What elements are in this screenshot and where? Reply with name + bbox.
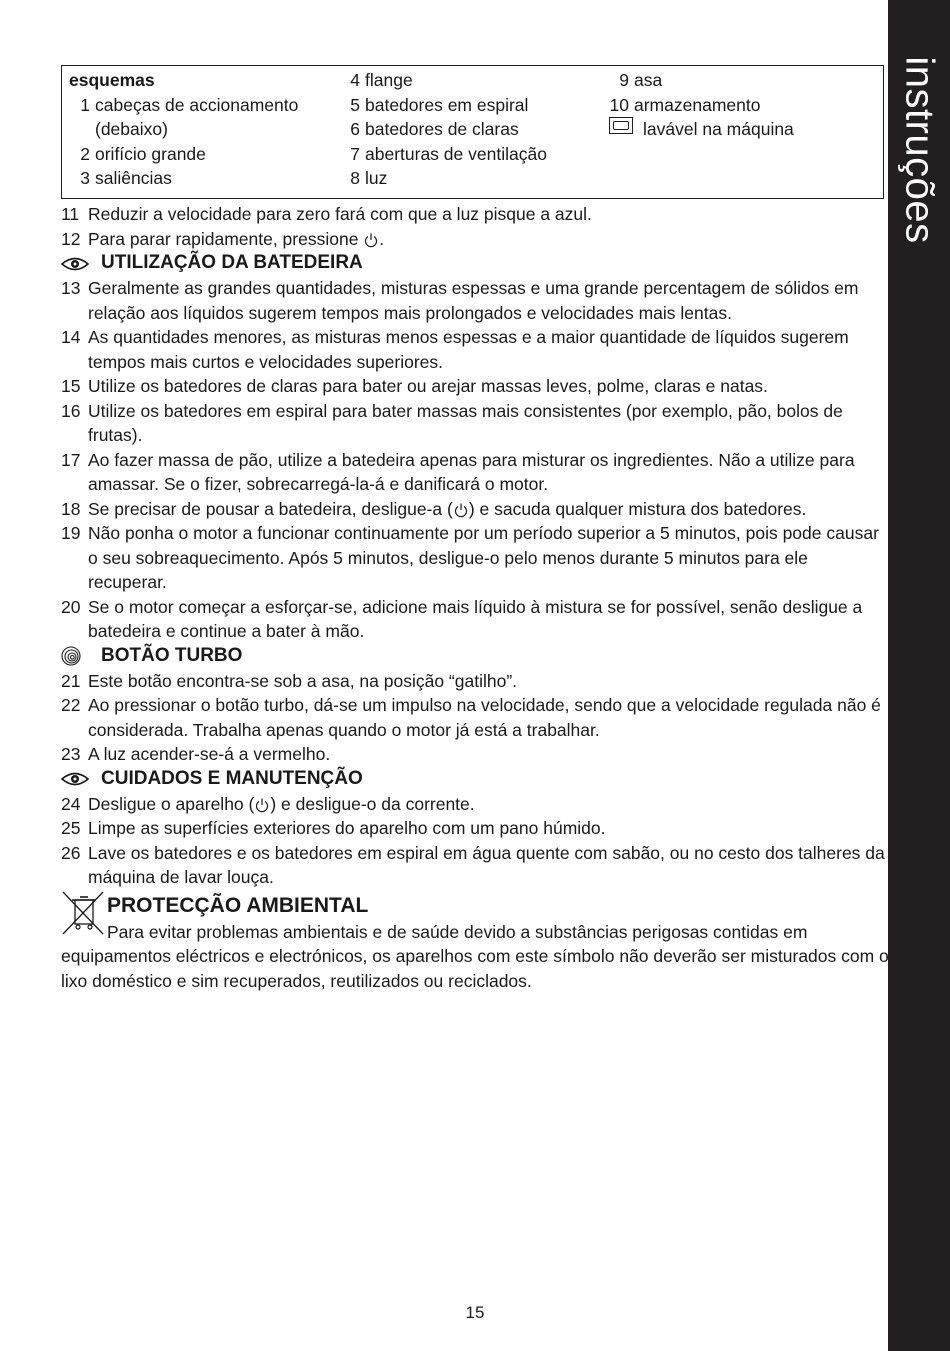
legend-item: 9 asa (619, 70, 663, 90)
legend-box (61, 65, 884, 199)
legend-item: 6 batedores de claras (350, 119, 519, 139)
list-item: 25 Limpe as superfícies exteriores do aparelho com um pano húmido. (61, 818, 606, 838)
power-icon (454, 502, 468, 518)
eye-icon (61, 771, 89, 787)
list-item: 20 Se o motor começar a esforçar-se, adicione mais líquido à mistura se for possível, senão desligue a batedeira e continue a bater à mão. (61, 596, 863, 641)
legend-item: 4 flange (350, 70, 413, 90)
list-item: 22 Ao pressionar o botão turbo, dá-se um impulso na velocidade, sendo que a velocidade regulada não é considerada. Trabalha apenas quando o motor já está a trabalhar. (61, 695, 881, 740)
list-item: 12 Para parar rapidamente, pressione . (61, 228, 385, 249)
side-tab-label: instruções (897, 56, 942, 244)
list-item: 16 Utilize os batedores em espiral para bater massas mais consistentes (por exemplo, pão, bolos de frutas). (61, 400, 843, 445)
eye-icon (61, 256, 89, 272)
list-item: 17 Ao fazer massa de pão, utilize a batedeira apenas para misturar os ingredientes. Não a utilize para amassar. Se o fizer, sobrecarregá-la-á e danificará o motor. (61, 449, 855, 494)
legend-item-dishwasher: lavável na máquina (609, 117, 879, 142)
legend-item: 5 batedores em espiral (350, 94, 529, 115)
legend-item: 7 aberturas de ventilação (350, 143, 547, 164)
legend-column-1 (69, 68, 339, 191)
legend-column-2 (349, 68, 599, 191)
legend-heading: esquemas (69, 70, 155, 90)
page-number: 15 (465, 1303, 485, 1322)
section-heading-care: CUIDADOS E MANUTENÇÃO (61, 767, 891, 792)
list-item: 23 A luz acender-se-á a vermelho. (61, 744, 331, 764)
section-heading-usage: UTILIZAÇÃO DA BATEDEIRA (61, 251, 891, 276)
legend-item: 10 armazenamento (609, 94, 761, 115)
legend-item: 3 saliências (80, 168, 172, 188)
power-icon (364, 232, 378, 248)
legend-item: 8 luz (350, 168, 388, 188)
environment-title: PROTECÇÃO AMBIENTAL (107, 894, 369, 918)
legend-item: 2 orifício grande (80, 143, 206, 164)
list-item: 18 Se precisar de pousar a batedeira, desligue-a ( ) e sacuda qualquer mistura dos batedores. (61, 498, 807, 519)
legend-item: (debaixo) (95, 119, 168, 139)
list-item: 14 As quantidades menores, as misturas menos espessas e a maior quantidade de líquidos sugerem tempos mais curtos e velocidades superiores. (61, 327, 849, 372)
list-item: 11 Reduzir a velocidade para zero fará com que a luz pisque a azul. (61, 204, 592, 224)
instructions-content (61, 202, 891, 993)
section-heading-environment (61, 894, 891, 920)
dishwasher-icon (609, 117, 633, 134)
legend-column-3 (609, 68, 879, 142)
list-item: 19 Não ponha o motor a funcionar continuamente por um período superior a 5 minutos, pois pode causar o seu sobreaquecimento. Após 5 minutos, desligue-o pelo menos durante 5 minutos para ele recuperar. (61, 523, 879, 592)
legend-item: 1 cabeças de accionamento (80, 94, 299, 115)
list-item: 15 Utilize os batedores de claras para bater ou arejar massas leves, polme, claras e natas. (61, 376, 768, 396)
list-item: 13 Geralmente as grandes quantidades, misturas espessas e uma grande percentagem de sólidos em relação aos líquidos sugerem tempos mais prolongados e velocidades mais lentas. (61, 278, 859, 323)
spiral-icon (61, 646, 81, 666)
crossed-bin-icon (61, 890, 105, 936)
list-item: 26 Lave os batedores e os batedores em espiral em água quente com sabão, ou no cesto dos talheres da máquina de lavar louça. (61, 842, 885, 887)
section-heading-turbo: BOTÃO TURBO (61, 644, 891, 669)
power-icon (255, 797, 269, 813)
list-item: 24 Desligue o aparelho ( ) e desligue-o da corrente. (61, 793, 475, 814)
environment-paragraph: Para evitar problemas ambientais e de saúde devido a substâncias perigosas contidas em equipamentos eléctricos e electrónicos, os aparelhos com este símbolo não deverão ser misturados com o lixo doméstico e sim recuperados, reutilizados ou reciclados. (61, 921, 889, 991)
list-item: 21 Este botão encontra-se sob a asa, na posição “gatilho”. (61, 670, 518, 691)
